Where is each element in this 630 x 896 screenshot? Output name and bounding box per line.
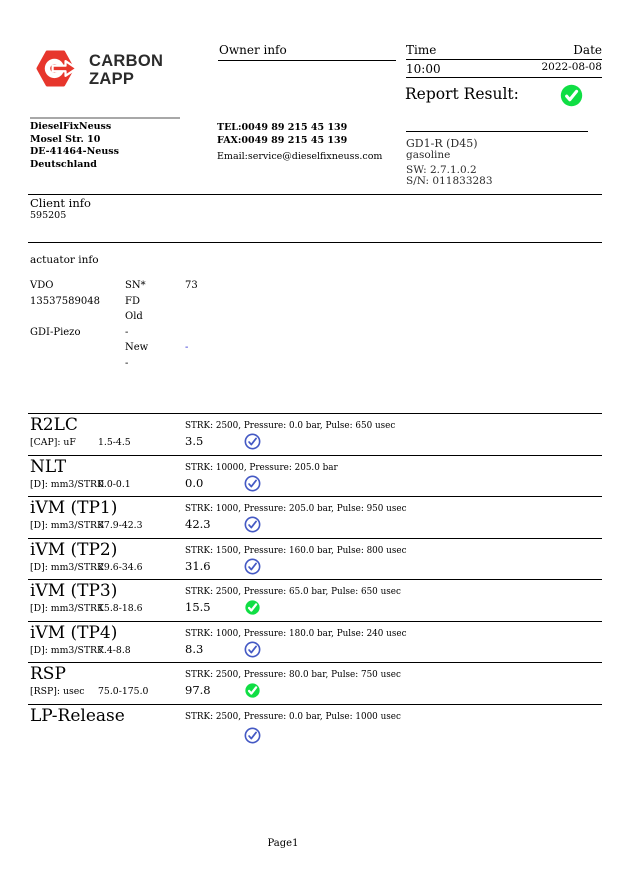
brand-line2: ZAPP [89, 69, 135, 88]
actuator-cell: Old [125, 311, 143, 323]
brand-name [89, 53, 163, 88]
page-number: Page1 [267, 838, 299, 849]
owner-info-underline [218, 60, 396, 61]
actuator-cell: VDO [30, 280, 54, 291]
time-label: Time [406, 43, 437, 57]
test-value: 3.5 [185, 434, 204, 448]
test-status-check-icon [244, 682, 261, 699]
actuator-info-table [30, 280, 430, 374]
actuator-row [30, 280, 430, 296]
test-params: STRK: 1000, Pressure: 205.0 bar, Pulse: 950 usec [185, 504, 407, 514]
test-unit: [D]: mm3/STRK [30, 644, 104, 656]
test-params: STRK: 1000, Pressure: 180.0 bar, Pulse: 240 usec [185, 628, 407, 639]
client-bottom-rule [28, 242, 602, 243]
test-unit: [D]: mm3/STRK [30, 520, 104, 531]
test-unit: [D]: mm3/STRK [30, 478, 104, 490]
test-params: STRK: 2500, Pressure: 0.0 bar, Pulse: 650 usec [185, 421, 396, 431]
client-top-rule [28, 194, 602, 195]
address-line: DieselFixNeuss [30, 121, 112, 132]
test-name: R2LC [30, 415, 78, 435]
test-range: 0.0-0.1 [98, 478, 131, 490]
address-line: DE-41464-Neuss [30, 146, 119, 158]
test-name: iVM (TP1) [30, 498, 118, 518]
actuator-cell: SN* [125, 280, 146, 291]
test-name: iVM (TP2) [30, 539, 118, 560]
date-value: 2022-08-08 [541, 61, 602, 73]
device-top-rule [406, 131, 588, 132]
test-status-check-icon [244, 727, 261, 744]
test-row-r2lc [28, 414, 602, 456]
report-result-check-icon [560, 84, 583, 107]
address-top-rule [30, 117, 180, 119]
actuator-cell: 73 [185, 280, 198, 291]
device-serial-number: S/N: 011833283 [406, 175, 493, 187]
actuator-cell: - [125, 326, 129, 338]
test-value: 42.3 [185, 517, 211, 531]
test-row-rsp [28, 663, 602, 705]
test-row-ivm-tp2 [28, 539, 602, 581]
test-value: 0.0 [185, 475, 204, 490]
actuator-row [30, 358, 430, 374]
test-row-ivm-tp4 [28, 622, 602, 664]
fax-line: FAX:0049 89 215 45 139 [217, 135, 348, 146]
test-results-table [28, 413, 602, 751]
test-name: iVM (TP3) [30, 581, 118, 601]
device-fuel: gasoline [406, 149, 451, 161]
test-name: NLT [30, 456, 67, 477]
actuator-info-label: actuator info [30, 254, 99, 266]
test-params: STRK: 2500, Pressure: 80.0 bar, Pulse: 750 usec [185, 670, 401, 680]
actuator-cell: FD [125, 295, 140, 307]
actuator-cell: GDI-Piezo [30, 326, 81, 338]
address-line: Mosel Str. 10 [30, 133, 101, 145]
carbon-zapp-logo-icon [36, 50, 84, 88]
test-range: 7.4-8.8 [98, 644, 131, 656]
date-label: Date [573, 43, 602, 57]
test-range: 29.6-34.6 [98, 561, 143, 573]
actuator-row [30, 296, 430, 312]
test-range: 1.5-4.5 [98, 437, 131, 448]
client-info-label: Client info [30, 196, 91, 210]
time-date-header [406, 43, 602, 57]
report-result-label: Report Result: [405, 85, 519, 103]
actuator-row [30, 311, 430, 327]
test-unit: [D]: mm3/STRK [30, 603, 104, 614]
email-line: Email:service@dieselfixneuss.com [217, 151, 383, 162]
test-value: 15.5 [185, 600, 211, 614]
test-value: 31.6 [185, 558, 211, 573]
time-value-underline [406, 77, 602, 78]
test-status-check-icon [244, 516, 261, 533]
brand-line1: CARBON [89, 52, 164, 70]
test-status-check-icon [244, 558, 261, 575]
address-line: Deutschland [30, 159, 97, 171]
test-status-check-icon [244, 433, 261, 450]
test-range: 75.0-175.0 [98, 686, 149, 697]
actuator-cell: 13537589048 [30, 295, 100, 307]
test-row-lp-release [28, 705, 602, 751]
device-model: GD1-R (D45) [406, 137, 478, 150]
test-params: STRK: 2500, Pressure: 0.0 bar, Pulse: 1000 usec [185, 711, 401, 722]
test-row-ivm-tp1 [28, 497, 602, 539]
actuator-row [30, 342, 430, 358]
test-unit: [D]: mm3/STRK [30, 561, 104, 573]
test-params: STRK: 1500, Pressure: 160.0 bar, Pulse: 800 usec [185, 545, 407, 556]
test-row-nlt [28, 456, 602, 498]
test-params: STRK: 10000, Pressure: 205.0 bar [185, 462, 338, 473]
test-range: 37.9-42.3 [98, 520, 143, 531]
test-name: LP-Release [30, 705, 125, 726]
actuator-cell-new-value: - [185, 342, 189, 354]
time-value: 10:00 [406, 62, 441, 76]
tel-line: TEL:0049 89 215 45 139 [217, 122, 348, 133]
owner-address [30, 121, 119, 172]
test-status-check-icon [244, 599, 261, 616]
test-unit: [CAP]: uF [30, 437, 76, 448]
actuator-cell: - [125, 357, 129, 369]
owner-info-label: Owner info [219, 43, 287, 57]
test-params: STRK: 2500, Pressure: 65.0 bar, Pulse: 650 usec [185, 587, 401, 597]
device-software-version: SW: 2.7.1.0.2 [406, 164, 477, 176]
test-status-check-icon [244, 475, 261, 492]
test-unit: [RSP]: usec [30, 686, 85, 697]
test-row-ivm-tp3 [28, 580, 602, 622]
actuator-cell: New [125, 342, 149, 354]
test-range: 15.8-18.6 [98, 603, 143, 614]
test-name: RSP [30, 664, 66, 684]
test-name: iVM (TP4) [30, 622, 118, 643]
test-value: 8.3 [185, 641, 204, 656]
test-status-check-icon [244, 641, 261, 658]
actuator-row [30, 327, 430, 343]
client-info-value: 595205 [30, 210, 67, 221]
test-value: 97.8 [185, 683, 211, 697]
